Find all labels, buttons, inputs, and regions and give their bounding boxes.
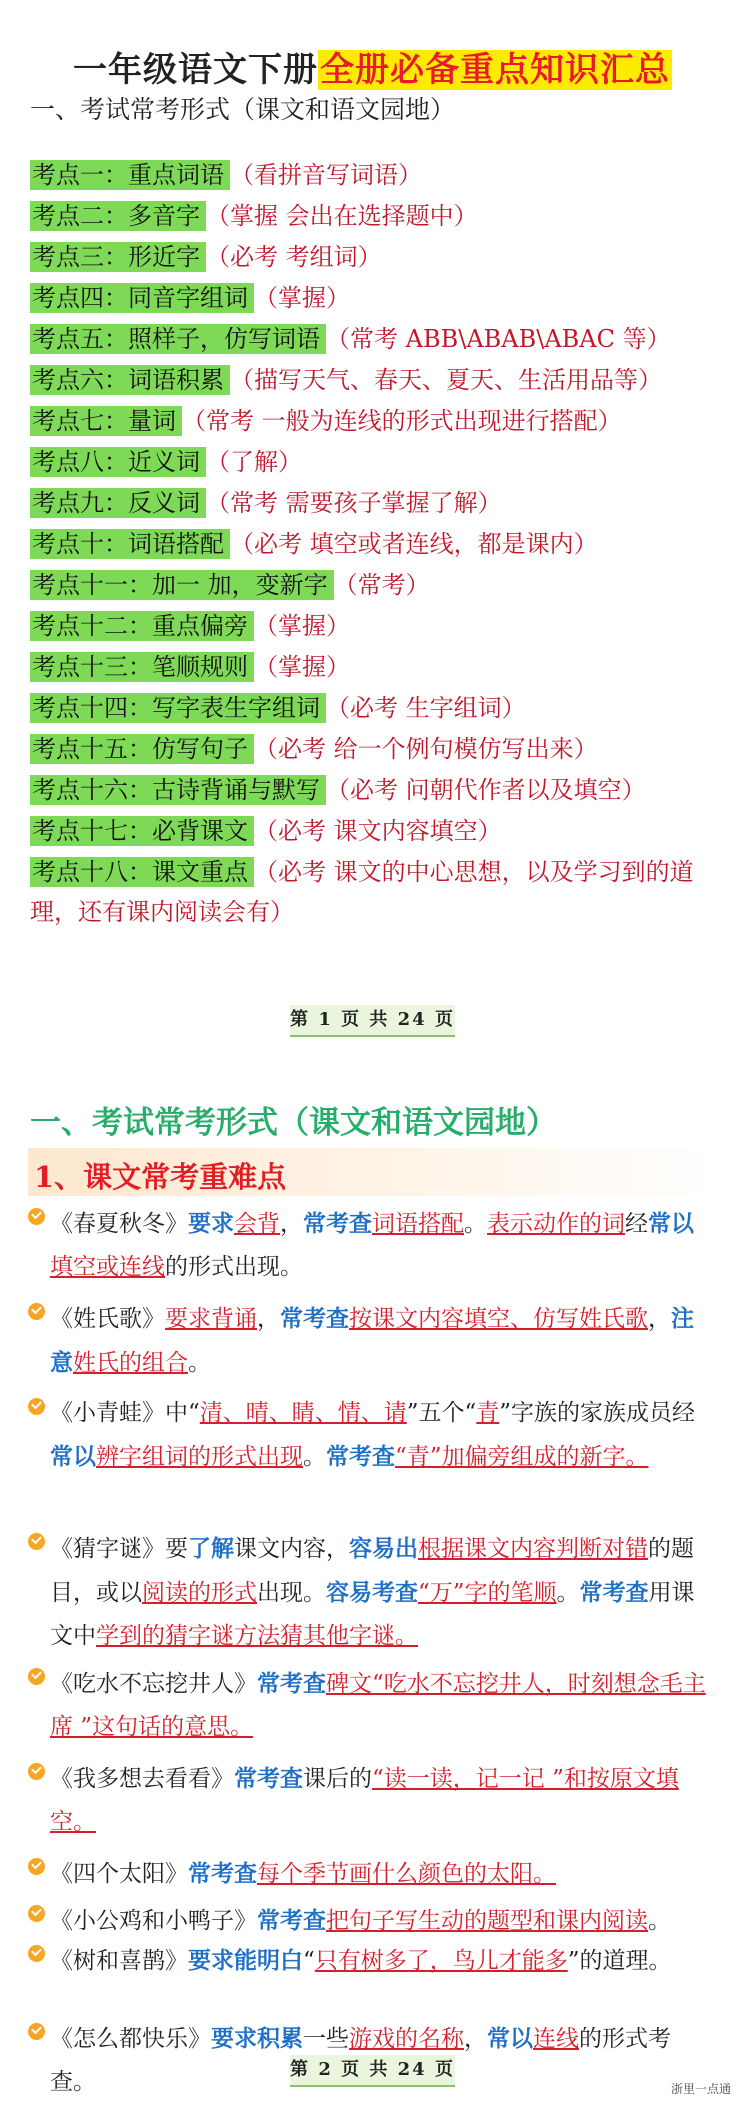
key-phrase: 常考查 — [280, 1305, 349, 1332]
point-desc: （必考 课文内容填空） — [254, 817, 502, 845]
key-phrase: 了解 — [188, 1535, 234, 1562]
subheading: 1、课文常考重难点 — [34, 1160, 287, 1194]
point-desc: （必考 填空或者连线，都是课内） — [230, 530, 598, 558]
point-desc: （常考 一般为连线的形式出现进行搭配） — [182, 407, 622, 435]
title-highlight: 全册必备重点知识汇总 — [320, 50, 670, 90]
point-2 — [30, 199, 478, 233]
point-16 — [30, 773, 646, 807]
point-label: 考点四：同音字组词 — [30, 283, 254, 313]
page-1 — [0, 0, 745, 1052]
point-11 — [30, 568, 430, 602]
point-desc: （描写天气、春天、夏天、生活用品等） — [230, 366, 662, 394]
point-desc: （必考 给一个例句模仿写出来） — [254, 735, 598, 763]
point-desc: （常考） — [333, 571, 430, 599]
lesson-title: 《我多想去看看》 — [50, 1766, 234, 1792]
underlined-text: 碑文“吃水不忘挖井人，时刻想念毛主席 ”这句话的意思。 — [50, 1671, 706, 1740]
key-phrase: 常以 — [487, 2025, 533, 2052]
text: 出现。 — [257, 1580, 326, 1606]
lesson-title: 《吃水不忘挖井人》 — [50, 1671, 257, 1697]
key-phrase: 常考查 — [188, 1860, 257, 1887]
underlined-text: 会背 — [234, 1211, 280, 1237]
text: 的形式出现。 — [165, 1254, 303, 1280]
point-14 — [30, 691, 526, 725]
text: 的题目，或以 — [50, 1536, 694, 1606]
key-phrase: 常考查 — [303, 1210, 372, 1237]
key-phrase: 容易考查 — [326, 1579, 418, 1606]
check-bullet-icon — [28, 1398, 45, 1415]
text: ”字族的家族成员经 — [499, 1400, 696, 1426]
underlined-text: 姓氏的组合 — [73, 1350, 188, 1376]
text: 课后的 — [303, 1766, 372, 1792]
point-15 — [30, 732, 598, 766]
underlined-text: “青”加偏旁组成的新字。 — [395, 1444, 649, 1470]
underlined-text: 表示动作的词 — [487, 1211, 625, 1237]
underlined-text: 每个季节画什么颜色的太阳。 — [257, 1861, 556, 1887]
underlined-text: 词语搭配 — [372, 1211, 464, 1237]
point-13 — [30, 650, 350, 684]
list-item — [50, 1662, 715, 1749]
lesson-title: 《春夏秋冬》 — [50, 1211, 188, 1237]
point-label: 考点十一：加一 加，变新字 — [30, 570, 334, 600]
lesson-title: 《怎么都快乐》 — [50, 2026, 211, 2052]
key-phrase: 常考查 — [257, 1670, 326, 1697]
point-desc: （掌握） — [254, 284, 350, 312]
list-item — [50, 1202, 715, 1289]
point-label: 考点十二：重点偏旁 — [30, 611, 254, 641]
check-bullet-icon — [28, 2023, 45, 2040]
list-item — [50, 1297, 715, 1385]
check-bullet-icon — [28, 1668, 45, 1685]
point-8 — [30, 445, 302, 479]
key-phrase: 要求 — [188, 1210, 234, 1237]
point-label: 考点十：词语搭配 — [30, 529, 230, 559]
point-12 — [30, 609, 350, 643]
underlined-text: 学到的猜字谜方法猜其他字谜。 — [96, 1623, 418, 1649]
text: ， — [257, 1306, 280, 1332]
point-6 — [30, 363, 662, 397]
list-item — [50, 1852, 715, 1896]
point-9 — [30, 486, 502, 520]
underlined-text: 清、晴、睛、情、请 — [199, 1400, 407, 1426]
text: 经 — [625, 1211, 648, 1237]
lesson-title: 《姓氏歌》 — [50, 1306, 165, 1332]
list-item — [50, 1939, 715, 1983]
section-subtitle: 一、考试常考形式（课文和语文园地） — [30, 95, 456, 124]
check-bullet-icon — [28, 1533, 45, 1550]
text: 。 — [303, 1444, 326, 1470]
text: 课文内容， — [234, 1536, 349, 1562]
text: 。 — [648, 1908, 671, 1934]
point-label: 考点一：重点词语 — [30, 160, 230, 190]
point-desc: （常考 ABB\ABAB\ABAC 等） — [326, 325, 671, 353]
text: 。 — [188, 1350, 211, 1376]
underlined-text: 辨字组词的形式出现 — [96, 1444, 303, 1470]
check-bullet-icon — [28, 1905, 45, 1922]
key-phrase: 要求积累 — [211, 2025, 303, 2052]
point-17 — [30, 814, 502, 848]
text: 。 — [556, 1580, 580, 1606]
point-desc: （常考 需要孩子掌握了解） — [206, 489, 502, 517]
point-label: 考点十八：课文重点 — [30, 857, 254, 887]
point-label: 考点八：近义词 — [30, 447, 206, 477]
point-label: 考点十五：仿写句子 — [30, 734, 254, 764]
lesson-title: 《树和喜鹊》 — [50, 1948, 188, 1974]
point-desc: （看拼音写词语） — [230, 161, 422, 189]
page-number: 第 2 页 共 24 页 — [290, 2055, 455, 2087]
underlined-text: 游戏的名称 — [349, 2026, 464, 2052]
point-label: 考点十七：必背课文 — [30, 816, 254, 846]
lesson-title: 《猜字谜》要 — [50, 1536, 188, 1562]
underlined-text: 填空或连线 — [50, 1254, 165, 1280]
underlined-text: 按课文内容填空、仿写姓氏歌 — [349, 1306, 648, 1332]
point-desc: （掌握） — [254, 612, 350, 640]
point-10 — [30, 527, 598, 561]
point-label: 考点九：反义词 — [30, 488, 206, 518]
underlined-text: 要求背诵 — [165, 1306, 257, 1332]
page-title — [0, 42, 745, 91]
page-2 — [0, 1052, 745, 2107]
list-item — [50, 1757, 715, 1844]
point-4 — [30, 281, 350, 315]
watermark: 浙里一点通 — [670, 2082, 731, 2096]
point-label: 考点十四：写字表生字组词 — [30, 693, 326, 723]
text: ， — [464, 2026, 487, 2052]
text: ”五个“ — [406, 1400, 477, 1426]
point-label: 考点十三：笔顺规则 — [30, 652, 254, 682]
title-plain: 一年级语文下册 — [73, 50, 318, 90]
text: 。 — [464, 1211, 487, 1237]
underlined-text: 阅读的形式 — [142, 1580, 257, 1606]
point-desc: （掌握 会出在选择题中） — [206, 202, 478, 230]
lesson-title: 《小青蛙》中“ — [50, 1400, 200, 1426]
check-bullet-icon — [28, 1945, 45, 1962]
underlined-text: “读一读，记一记 ”和按原文填空。 — [50, 1766, 679, 1835]
check-bullet-icon — [28, 1763, 45, 1780]
text: ”的道理。 — [567, 1948, 672, 1974]
point-desc: （掌握） — [254, 653, 350, 681]
point-label: 考点五：照样子，仿写词语 — [30, 324, 326, 354]
section-heading: 一、考试常考形式（课文和语文园地） — [30, 1105, 557, 1141]
text: 用课文中 — [50, 1580, 695, 1649]
point-desc: （必考 考组词） — [206, 243, 382, 271]
check-bullet-icon — [28, 1303, 45, 1320]
underlined-text: 青 — [476, 1400, 500, 1426]
list-item — [50, 1527, 715, 1658]
key-phrase: 常以 — [50, 1443, 96, 1470]
point-label: 考点十六：古诗背诵与默写 — [30, 775, 326, 805]
check-bullet-icon — [28, 1858, 45, 1875]
check-bullet-icon — [28, 1208, 45, 1225]
list-item — [50, 1392, 715, 1479]
key-phrase: 常考查 — [579, 1579, 649, 1606]
text: ， — [280, 1211, 303, 1237]
underlined-text: 连线 — [533, 2026, 579, 2052]
text: 一些 — [303, 2026, 349, 2052]
point-desc: （了解） — [206, 448, 302, 476]
key-phrase: 常考查 — [326, 1443, 395, 1470]
underlined-text: 只有树多了，鸟儿才能多 — [314, 1948, 568, 1974]
key-phrase: 常考查 — [234, 1765, 303, 1792]
key-phrase: 容易出 — [349, 1535, 418, 1562]
key-phrase: 常以 — [648, 1210, 694, 1237]
point-label: 考点六：词语积累 — [30, 365, 230, 395]
point-5 — [30, 322, 671, 356]
key-phrase: 要求能明白 — [188, 1947, 303, 1974]
point-7 — [30, 404, 622, 438]
key-phrase: 注意 — [50, 1305, 694, 1376]
point-label: 考点三：形近字 — [30, 242, 206, 272]
point-desc: （必考 课文的中心思想，以及学习到的道理，还有课内阅读会有） — [30, 858, 694, 926]
underlined-text: 把句子写生动的题型和课内阅读 — [326, 1908, 648, 1934]
point-desc: （必考 生字组词） — [326, 694, 526, 722]
point-label: 考点七：量词 — [30, 406, 182, 436]
underlined-text: “万”字的笔顺 — [418, 1580, 557, 1606]
list-item — [50, 1899, 715, 1943]
text: ， — [648, 1306, 671, 1332]
underlined-text: 根据课文内容判断对错 — [418, 1536, 648, 1562]
text: 的形式考查。 — [50, 2026, 671, 2095]
point-18 — [30, 852, 720, 932]
key-phrase: 常考查 — [257, 1907, 326, 1934]
point-3 — [30, 240, 382, 274]
text: “ — [303, 1948, 315, 1974]
point-label: 考点二：多音字 — [30, 201, 206, 231]
point-desc: （必考 问朝代作者以及填空） — [326, 776, 646, 804]
page-number: 第 1 页 共 24 页 — [290, 1005, 455, 1037]
lesson-title: 《小公鸡和小鸭子》 — [50, 1908, 257, 1934]
point-1 — [30, 158, 422, 192]
lesson-title: 《四个太阳》 — [50, 1861, 188, 1887]
